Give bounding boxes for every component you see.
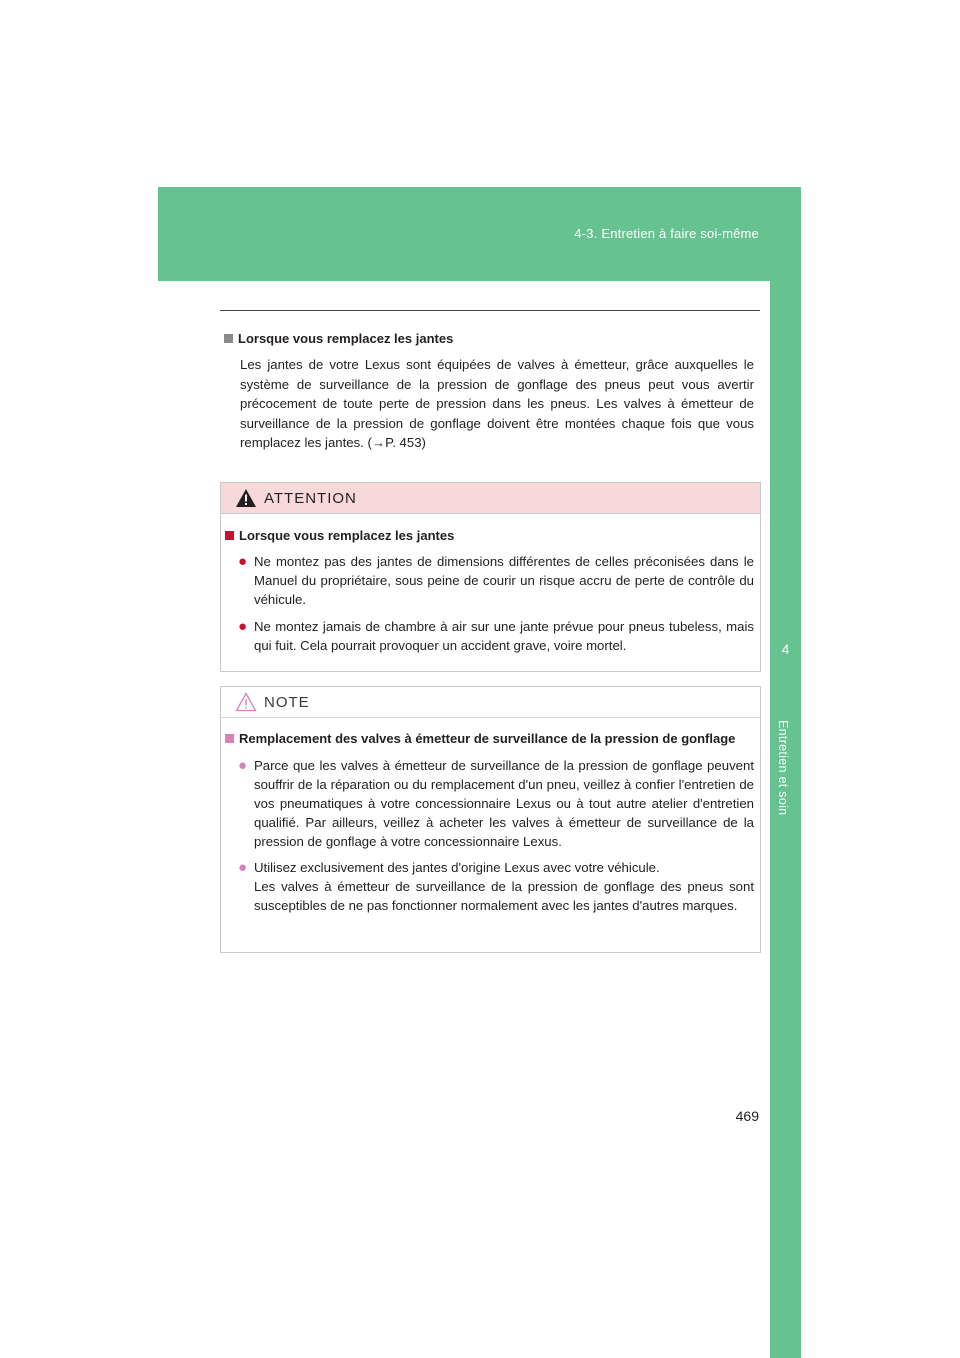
attention-subheading-text: Lorsque vous remplacez les jantes [239, 528, 455, 543]
attention-bullet-text: Ne montez jamais de chambre à air sur une jante prévue pour pneus tubeless, mais qui fuit. Cela pourrait provoquer un accident grave, voire mortel. [254, 619, 754, 653]
attention-title: ATTENTION [264, 490, 357, 507]
section-title: 4-3. Entretien à faire soi-même [574, 226, 759, 241]
bullet-dot-icon: ● [238, 553, 248, 570]
caution-outline-icon [235, 692, 257, 712]
attention-box [220, 482, 761, 672]
note-bullet-text: Utilisez exclusivement des jantes d'origine Lexus avec votre véhicule. [254, 860, 660, 875]
chapter-name: Entretien et soin [776, 720, 790, 816]
bullet-dot-icon: ● [238, 618, 248, 635]
square-bullet-icon [224, 334, 233, 343]
note-bullet [238, 756, 754, 851]
top-rule [220, 310, 760, 311]
note-subheading-text: Remplacement des valves à émetteur de surveillance de la pression de gonflage [239, 731, 736, 746]
section-heading [224, 331, 453, 346]
attention-bullet-text: Ne montez pas des jantes de dimensions différentes de celles préconisées dans le Manuel du propriétaire, sous peine de courir un risque accru de perte de contrôle du véhicule. [254, 554, 754, 607]
note-bullet-continuation: Les valves à émetteur de surveillance de la pression de gonflage des pneus sont susceptibles de ne pas fonctionner normalement avec les jantes d'autres marques. [254, 879, 754, 913]
square-bullet-icon [225, 734, 234, 743]
note-subheading [225, 731, 735, 746]
chapter-side-tab [770, 281, 801, 1358]
chapter-number: 4 [781, 641, 790, 657]
note-box [220, 686, 761, 953]
attention-subheading [225, 528, 454, 543]
page-number: 469 [735, 1108, 759, 1124]
note-header [221, 687, 760, 718]
square-bullet-icon [225, 531, 234, 540]
note-bullet [238, 858, 754, 915]
attention-header [221, 483, 760, 514]
note-bullet-text: Parce que les valves à émetteur de surveillance de la pression de gonflage peuvent souffrir de la réparation ou du remplacement d'un pneu, veillez à confier l'entretien de vos pneumatiques à votre concessionnaire Lexus ou à tout autre atelier d'entretien qualifié. Par ailleurs, veillez à acheter les valves à émetteur de surveillance de la pression de gonflage à votre concessionnaire Lexus. [254, 758, 754, 849]
note-title: NOTE [264, 694, 310, 711]
bullet-dot-icon: ● [238, 859, 248, 876]
attention-bullet [238, 552, 754, 609]
warning-triangle-icon [235, 488, 257, 508]
bullet-dot-icon: ● [238, 757, 248, 774]
body-paragraph: Les jantes de votre Lexus sont équipées de valves à émetteur, grâce auxquelles le système de surveillance de la pression de gonflage des pneus peut vous avertir précocement de toute perte de pression dans les pneus. Les valves à émetteur de surveillance de la pression de gonflage doivent être montées chaque fois que vous remplacez les jantes. (→P. 453) [240, 357, 754, 450]
section-heading-text: Lorsque vous remplacez les jantes [238, 331, 454, 346]
attention-bullet [238, 617, 754, 655]
